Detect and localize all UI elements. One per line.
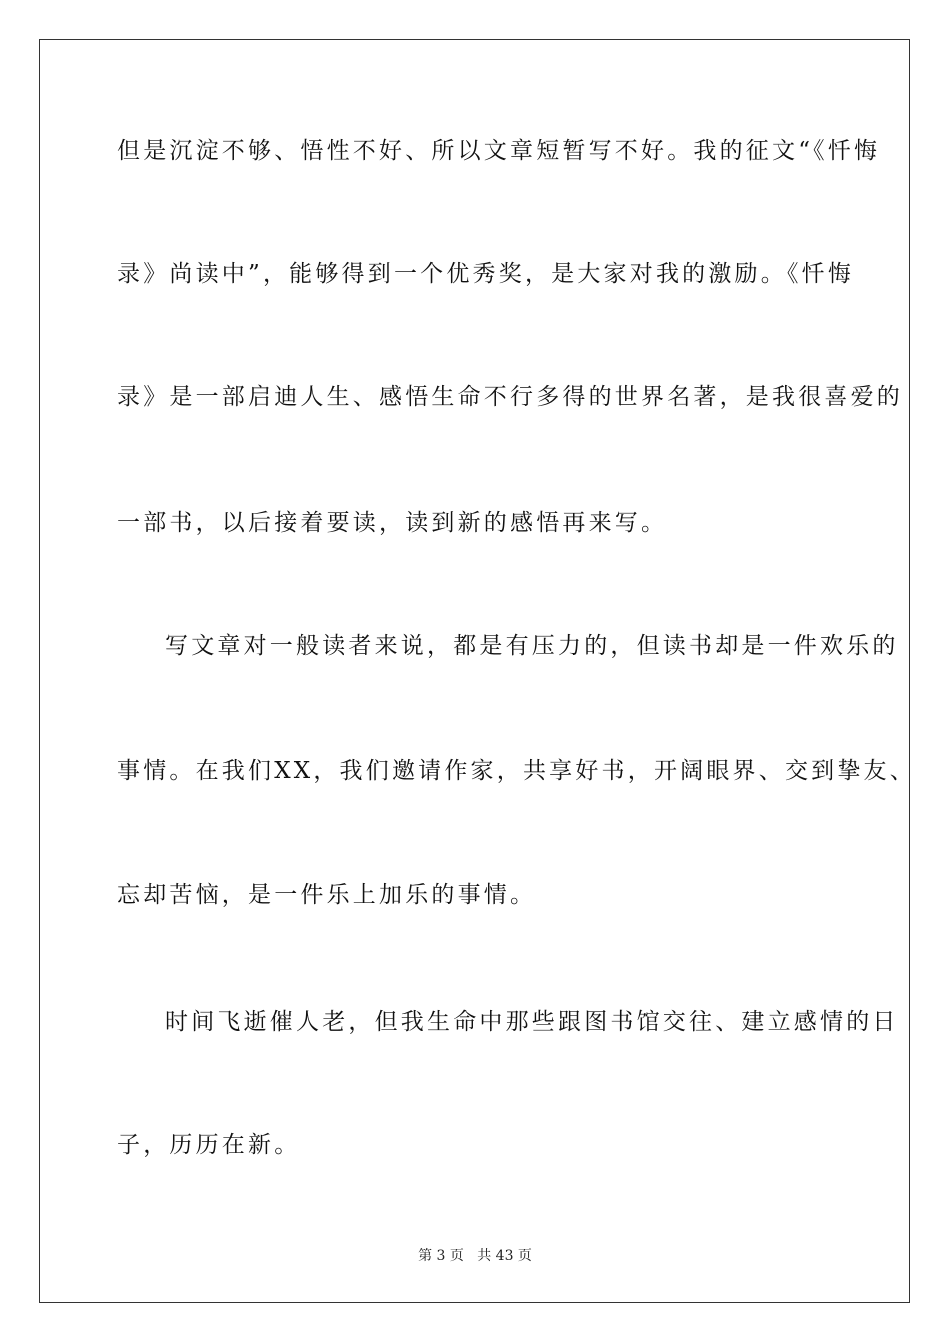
page-border [39,39,916,1303]
text-line-5: 写文章对一般读者来说，都是有压力的，但读书却是一件欢乐的 [165,633,899,659]
text-line-6: 事情。在我们XX，我们邀请作家，共享好书，开阔眼界、交到挚友、 [117,758,916,784]
text-line-2: 录》尚读中”，能够得到一个优秀奖，是大家对我的激励。《忏悔 [117,261,855,287]
text-line-1: 但是沉淀不够、悟性不好、所以文章短暂写不好。我的征文“《忏悔 [117,138,881,164]
text-line-8: 时间飞逝催人老，但我生命中那些跟图书馆交往、建立感情的日 [165,1009,899,1035]
text-line-4: 一部书，以后接着要读，读到新的感悟再来写。 [117,510,668,536]
page-footer: 第 3 页 共 43 页 [418,1248,532,1264]
text-line-3: 录》是一部启迪人生、感悟生命不行多得的世界名著，是我很喜爱的 [117,384,903,410]
text-line-9: 子，历历在新。 [117,1132,301,1158]
text-line-7: 忘却苦恼，是一件乐上加乐的事情。 [117,882,537,908]
